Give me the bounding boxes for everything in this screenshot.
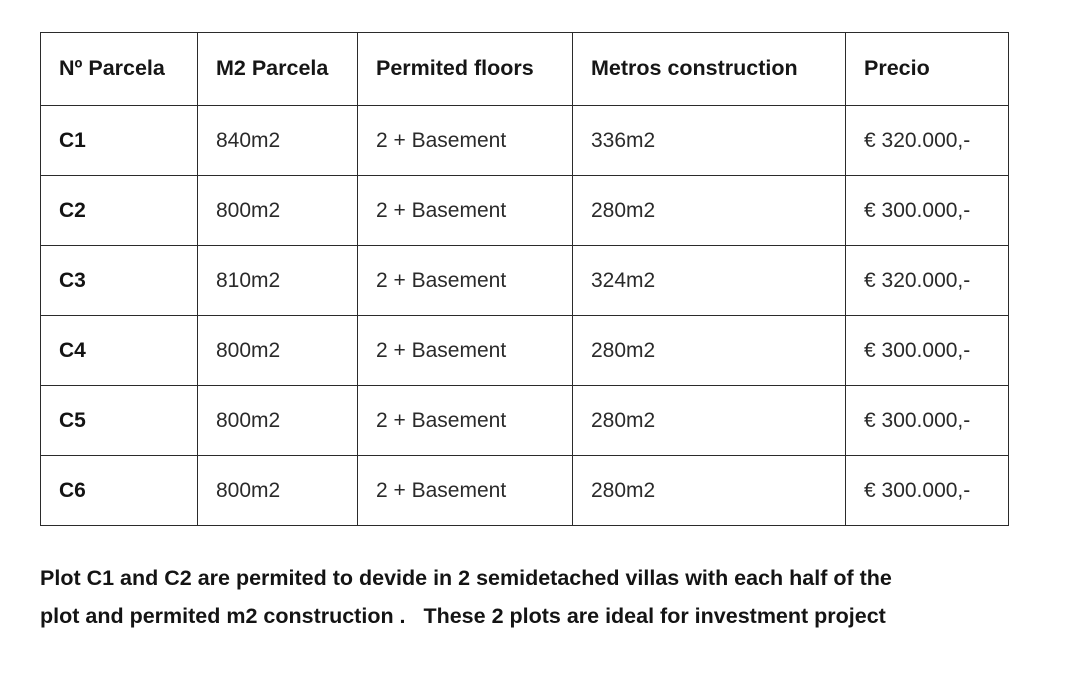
table-row	[41, 316, 1009, 386]
cell-parcela: C6	[41, 456, 198, 526]
note-line-2: plot and permited m2 construction . These 2 plots are ideal for investment project	[40, 603, 886, 628]
column-header-permited-floors: Permited floors	[358, 33, 573, 106]
table-row	[41, 456, 1009, 526]
cell-precio: € 300.000,-	[846, 386, 1009, 456]
cell-precio: € 300.000,-	[846, 316, 1009, 386]
cell-parcela: C4	[41, 316, 198, 386]
cell-precio: € 320.000,-	[846, 106, 1009, 176]
table-row	[41, 246, 1009, 316]
cell-parcela: C3	[41, 246, 198, 316]
cell-precio: € 320.000,-	[846, 246, 1009, 316]
cell-parcela: C1	[41, 106, 198, 176]
column-header-m2-parcela: M2 Parcela	[198, 33, 358, 106]
column-header-parcela: Nº Parcela	[41, 33, 198, 106]
column-header-precio: Precio	[846, 33, 1009, 106]
cell-permited-floors: 2 + Basement	[358, 176, 573, 246]
cell-m2-parcela: 800m2	[198, 386, 358, 456]
table-row	[41, 386, 1009, 456]
cell-m2-parcela: 800m2	[198, 176, 358, 246]
plots-table	[40, 32, 1009, 526]
cell-precio: € 300.000,-	[846, 176, 1009, 246]
cell-parcela: C5	[41, 386, 198, 456]
cell-metros-construction: 336m2	[573, 106, 846, 176]
cell-m2-parcela: 800m2	[198, 316, 358, 386]
table-body	[41, 106, 1009, 526]
cell-permited-floors: 2 + Basement	[358, 246, 573, 316]
cell-permited-floors: 2 + Basement	[358, 386, 573, 456]
cell-metros-construction: 280m2	[573, 176, 846, 246]
cell-metros-construction: 280m2	[573, 386, 846, 456]
cell-metros-construction: 280m2	[573, 456, 846, 526]
column-header-metros-construction: Metros construction	[573, 33, 846, 106]
cell-m2-parcela: 810m2	[198, 246, 358, 316]
cell-precio: € 300.000,-	[846, 456, 1009, 526]
table-row	[41, 176, 1009, 246]
cell-parcela: C2	[41, 176, 198, 246]
note-text	[40, 560, 1015, 635]
cell-permited-floors: 2 + Basement	[358, 456, 573, 526]
note-line-1: Plot C1 and C2 are permited to devide in 2 semidetached villas with each half of the	[40, 566, 892, 590]
cell-metros-construction: 324m2	[573, 246, 846, 316]
cell-permited-floors: 2 + Basement	[358, 316, 573, 386]
table-header-row	[41, 33, 1009, 106]
cell-permited-floors: 2 + Basement	[358, 106, 573, 176]
cell-m2-parcela: 800m2	[198, 456, 358, 526]
table-header	[41, 33, 1009, 106]
cell-metros-construction: 280m2	[573, 316, 846, 386]
table-row	[41, 106, 1009, 176]
cell-m2-parcela: 840m2	[198, 106, 358, 176]
